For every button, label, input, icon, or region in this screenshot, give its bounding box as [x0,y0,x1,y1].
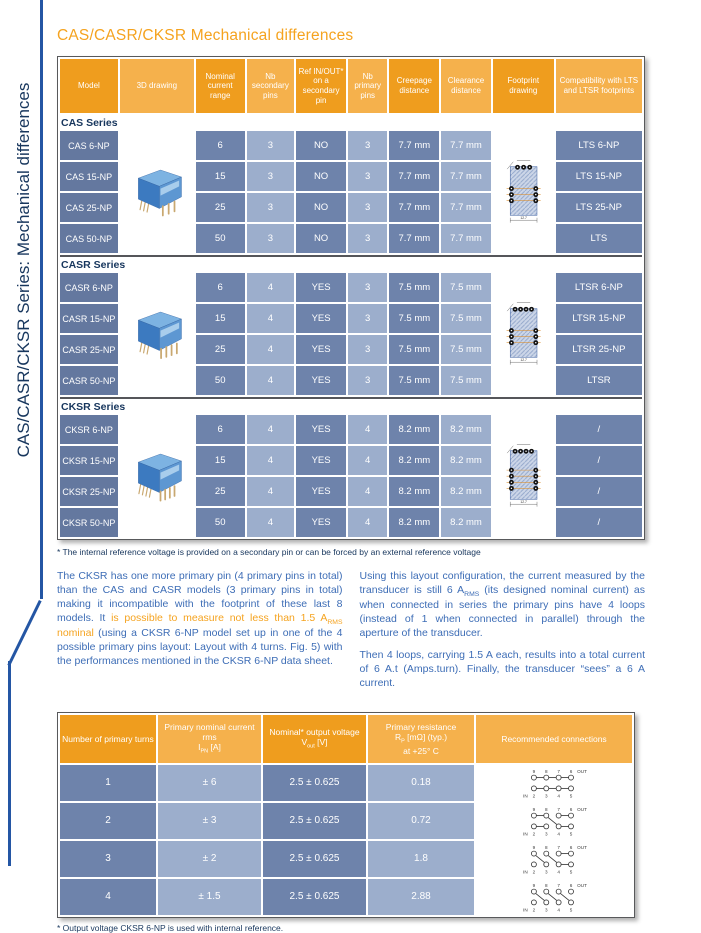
connection-cell [476,841,632,877]
ref-cell: YES [296,304,346,333]
current-cell: 6 [196,131,245,160]
ref-cell: YES [296,508,346,537]
series-band-casr [60,255,642,271]
svg-text:8: 8 [544,768,548,774]
secondary-pins-cell: 3 [247,224,295,253]
svg-text:6: 6 [569,844,573,850]
current-cell: 6 [196,273,245,302]
clearance-cell: 8.2 mm [441,415,491,444]
secondary-pins-cell: 4 [247,477,295,506]
table-row [60,841,632,877]
clearance-cell: 7.5 mm [441,273,491,302]
svg-text:7: 7 [557,806,560,812]
voltage-cell: 2.5 ± 0.625 [263,803,366,839]
current-cell: 25 [196,477,245,506]
resistance-cell: 0.72 [368,803,474,839]
clearance-cell: 7.7 mm [441,131,491,160]
turns-cell: 2 [60,803,156,839]
unit: [A] [208,742,221,753]
voltage-cell: 2.5 ± 0.625 [263,879,366,915]
voltage-cell: 2.5 ± 0.625 [263,765,366,801]
svg-text:3: 3 [544,831,548,837]
model-cell: CASR 6-NP [60,273,118,302]
header-symbol-line [264,737,365,750]
svg-text:3: 3 [544,869,548,875]
primary-pins-cell: 4 [348,508,388,537]
series-band-cksr [60,397,642,413]
transducer-3d-icon [122,147,192,235]
col-header-nominal-current: Nominal current range [196,59,245,113]
series-band-cas [60,115,642,129]
secondary-pins-cell: 4 [247,273,295,302]
ref-cell: YES [296,366,346,395]
clearance-cell: 7.5 mm [441,366,491,395]
creepage-cell: 8.2 mm [389,446,439,475]
col-header-nb-primary-pins: Nb primary pins [348,59,388,113]
footprint-icon [495,419,551,531]
col-header-compatibility: Compatibility with LTS and LTSR footprints [556,59,642,113]
symbol: I [198,742,201,753]
current-cell: ± 2 [158,841,261,877]
svg-text:2: 2 [532,831,536,837]
current-cell: ± 3 [158,803,261,839]
sidebar-rule-top [40,0,43,599]
svg-text:9: 9 [532,844,536,850]
left-column [57,570,343,699]
creepage-cell: 7.7 mm [389,224,439,253]
footprint-dim-label: 12.7 [520,499,528,504]
svg-text:6: 6 [569,806,573,812]
current-cell: 25 [196,193,245,222]
svg-text:4: 4 [557,907,560,913]
symbol-subscript: out [307,743,315,750]
creepage-cell: 7.5 mm [389,273,439,302]
header-row [60,715,632,763]
svg-text:8: 8 [544,806,548,812]
connection-diagram-3-turns-icon [492,842,616,876]
col-header-clearance: Clearance distance [441,59,491,113]
paragraph-loops: Then 4 loops, carrying 1.5 A each, results into a total current of 6 A.t (Amps.turn). Finally, the transducer “sees” a 6 A current. [359,648,645,689]
model-cell: CKSR 6-NP [60,415,118,444]
model-cell: CASR 25-NP [60,335,118,364]
svg-text:5: 5 [569,869,573,875]
table-row [60,803,632,839]
clearance-cell: 7.7 mm [441,193,491,222]
creepage-cell: 7.5 mm [389,335,439,364]
secondary-pins-cell: 4 [247,366,295,395]
col-header-creepage: Creepage distance [389,59,439,113]
table-row [60,273,642,302]
resistance-cell: 2.88 [368,879,474,915]
model-cell: CKSR 50-NP [60,508,118,537]
symbol: R [394,732,402,743]
col-header-ref-in-out: Ref IN/OUT* on a secondary pin [296,59,346,113]
sidebar-rule-bottom [8,661,11,866]
bottom-table-footnote: * Output voltage CKSR 6-NP is used with internal reference. [57,922,284,933]
compatibility-cell: LTSR [556,366,642,395]
header-symbol-line [159,742,260,755]
svg-text:7: 7 [557,844,560,850]
sidebar-vertical-title: CAS/CASR/CKSR Series: Mechanical differences [14,82,33,458]
casr-3d-drawing-image [120,273,194,395]
page-content [57,0,645,933]
primary-pins-cell: 4 [348,446,388,475]
ref-cell: NO [296,131,346,160]
current-cell: 6 [196,415,245,444]
compatibility-cell: LTSR 15-NP [556,304,642,333]
clearance-cell: 7.5 mm [441,335,491,364]
compatibility-cell: / [556,508,642,537]
cas-3d-drawing-image [120,131,194,253]
current-cell: 15 [196,446,245,475]
svg-text:8: 8 [544,844,548,850]
clearance-cell: 7.7 mm [441,224,491,253]
model-cell: CKSR 25-NP [60,477,118,506]
header-row [60,59,642,113]
footprint-dim-label: 12.7 [520,357,528,362]
secondary-pins-cell: 4 [247,415,295,444]
clearance-cell: 8.2 mm [441,508,491,537]
unit: [mΩ] (typ.) [404,732,448,743]
model-cell: CAS 25-NP [60,193,118,222]
table-row [60,879,632,915]
model-cell: CAS 15-NP [60,162,118,191]
secondary-pins-cell: 4 [247,304,295,333]
current-cell: ± 6 [158,765,261,801]
current-cell: 50 [196,366,245,395]
connection-cell [476,803,632,839]
cksr-3d-drawing-image [120,415,194,537]
table-footnote: * The internal reference voltage is provided on a secondary pin or can be forced by an external reference voltage [57,547,481,557]
secondary-pins-cell: 3 [247,162,295,191]
svg-text:OUT: OUT [577,806,587,812]
sidebar-rule-diagonal [7,600,41,666]
primary-pins-cell: 4 [348,477,388,506]
series-band-label: CKSR Series [60,397,642,413]
primary-pins-cell: 3 [348,224,388,253]
creepage-cell: 7.7 mm [389,193,439,222]
creepage-cell: 7.7 mm [389,131,439,160]
creepage-cell: 8.2 mm [389,415,439,444]
primary-pins-cell: 4 [348,415,388,444]
svg-text:OUT: OUT [577,768,587,774]
creepage-cell: 7.5 mm [389,366,439,395]
current-cell: ± 1.5 [158,879,261,915]
compatibility-cell: LTS 6-NP [556,131,642,160]
highlighted-text: nominal [57,627,94,640]
compatibility-cell: LTSR 25-NP [556,335,642,364]
paragraph-cksr [57,570,343,669]
secondary-pins-cell: 4 [247,446,295,475]
cksr-footprint-drawing [493,415,554,537]
creepage-cell: 8.2 mm [389,477,439,506]
model-cell: CASR 50-NP [60,366,118,395]
compatibility-cell: / [556,477,642,506]
svg-text:2: 2 [532,869,536,875]
col-header-model: Model [60,59,118,113]
header-line: at +25° C [403,745,439,756]
ref-cell: NO [296,224,346,253]
svg-text:7: 7 [557,882,560,888]
paragraph-text: (its designed nominal current) as when connected in series the primary pins have 4 loops (instead of 1 when connected in parallel) through the aperture of the transducer. [359,583,645,640]
right-column [360,570,646,699]
compatibility-cell: / [556,415,642,444]
primary-pins-cell: 3 [348,304,388,333]
header-line: Primary nominal current rms [164,722,255,743]
col-header-recommended-connections: Recommended connections [476,715,632,763]
svg-text:7: 7 [557,768,560,774]
primary-pins-cell: 3 [348,335,388,364]
resistance-cell: 1.8 [368,841,474,877]
cas-footprint-drawing [493,131,554,253]
compatibility-cell: LTSR 6-NP [556,273,642,302]
clearance-cell: 8.2 mm [441,446,491,475]
creepage-cell: 7.5 mm [389,304,439,333]
ref-cell: NO [296,162,346,191]
paragraph-text: (using a CKSR 6-NP model set up in one of the 4 possible primary pins layout: Layout with 4 turns. Fig. 5) with the performances mentioned in the CKSR 6-NP data sheet. [57,627,343,667]
highlighted-text: is possible to measure not less than 1.5 A [111,611,328,624]
model-cell: CAS 50-NP [60,224,118,253]
series-band-label: CASR Series [60,255,642,271]
svg-text:9: 9 [532,882,536,888]
voltage-cell: 2.5 ± 0.625 [263,841,366,877]
svg-text:5: 5 [569,793,573,799]
svg-text:6: 6 [569,882,573,888]
svg-text:4: 4 [557,831,560,837]
col-header-output-voltage [263,715,366,763]
svg-text:8: 8 [544,882,548,888]
svg-text:OUT: OUT [577,844,587,850]
connection-diagram-4-turns-icon [492,880,616,914]
svg-text:9: 9 [532,806,536,812]
current-cell: 15 [196,162,245,191]
footprint-icon [495,135,551,247]
svg-text:5: 5 [569,907,573,913]
connection-diagram-1-turn-icon [492,766,616,800]
connection-cell [476,879,632,915]
connection-cell [476,765,632,801]
svg-text:4: 4 [557,869,560,875]
footprint-dim-label: 12.7 [520,215,528,220]
creepage-cell: 8.2 mm [389,508,439,537]
subscript-rms: RMS [327,618,343,626]
turns-cell: 1 [60,765,156,801]
footprint-icon [495,277,551,389]
model-cell: CKSR 15-NP [60,446,118,475]
table-row [60,131,642,160]
compatibility-cell: LTS 15-NP [556,162,642,191]
turns-table [57,712,635,918]
ref-cell: YES [296,477,346,506]
series-band-label: CAS Series [60,115,642,129]
svg-text:4: 4 [557,793,560,799]
svg-text:OUT: OUT [577,882,587,888]
paragraph-text: Using this layout configuration, the current measured by the transducer is still 6 A [359,570,645,596]
compatibility-cell: / [556,446,642,475]
ref-cell: YES [296,446,346,475]
current-cell: 15 [196,304,245,333]
secondary-pins-cell: 4 [247,508,295,537]
ref-cell: YES [296,415,346,444]
svg-text:5: 5 [569,831,573,837]
primary-pins-cell: 3 [348,366,388,395]
casr-footprint-drawing [493,273,554,395]
header-line: Nominal* output voltage [269,727,360,738]
header-line: Primary resistance [385,722,457,732]
transducer-3d-icon [122,431,192,519]
symbol: V [301,737,308,748]
symbol-subscript: P [401,738,405,745]
col-header-primary-current [158,715,261,763]
svg-text:IN: IN [523,831,528,837]
clearance-cell: 7.7 mm [441,162,491,191]
transducer-3d-icon [122,289,192,377]
paragraph-layout [360,570,646,641]
ref-cell: YES [296,335,346,364]
primary-pins-cell: 3 [348,131,388,160]
model-cell: CAS 6-NP [60,131,118,160]
subscript-rms: RMS [464,591,480,599]
secondary-pins-cell: 4 [247,335,295,364]
clearance-cell: 8.2 mm [441,477,491,506]
turns-cell: 4 [60,879,156,915]
svg-text:9: 9 [532,768,536,774]
turns-cell: 3 [60,841,156,877]
col-header-footprint: Footprint drawing [493,59,554,113]
svg-text:3: 3 [544,907,548,913]
secondary-pins-cell: 3 [247,193,295,222]
current-cell: 25 [196,335,245,364]
secondary-pins-cell: 3 [247,131,295,160]
creepage-cell: 7.7 mm [389,162,439,191]
current-cell: 50 [196,224,245,253]
col-header-nb-secondary-pins: Nb secondary pins [247,59,295,113]
ref-cell: YES [296,273,346,302]
ref-cell: NO [296,193,346,222]
primary-pins-cell: 3 [348,273,388,302]
col-header-turns: Number of primary turns [60,715,156,763]
svg-text:6: 6 [569,768,573,774]
symbol-subscript: PN [200,749,209,756]
current-cell: 50 [196,508,245,537]
primary-pins-cell: 3 [348,193,388,222]
table-row [60,765,632,801]
svg-text:3: 3 [544,793,548,799]
svg-text:IN: IN [523,793,528,799]
table-row [60,415,642,444]
unit: [V] [314,737,328,748]
resistance-cell: 0.18 [368,765,474,801]
model-cell: CASR 15-NP [60,304,118,333]
mechanical-differences-table [57,56,645,540]
svg-text:2: 2 [532,907,536,913]
page-title: CAS/CASR/CKSR Mechanical differences [57,27,354,44]
col-header-3d-drawing: 3D drawing [120,59,194,113]
primary-pins-cell: 3 [348,162,388,191]
connection-diagram-2-turns-icon [492,804,616,838]
body-text [57,570,645,699]
paragraph-text: The CKSR has one more primary pin (4 primary pins in total) than the CAS and CASR models (3 primary pins in total) making it incompatible with the footprint of these last 8 models. It [57,570,343,624]
svg-text:IN: IN [523,869,528,875]
col-header-primary-resistance [368,715,474,763]
svg-text:2: 2 [532,793,536,799]
compatibility-cell: LTS 25-NP [556,193,642,222]
clearance-cell: 7.5 mm [441,304,491,333]
compatibility-cell: LTS [556,224,642,253]
header-symbol-line [369,732,473,745]
svg-text:IN: IN [523,907,528,913]
